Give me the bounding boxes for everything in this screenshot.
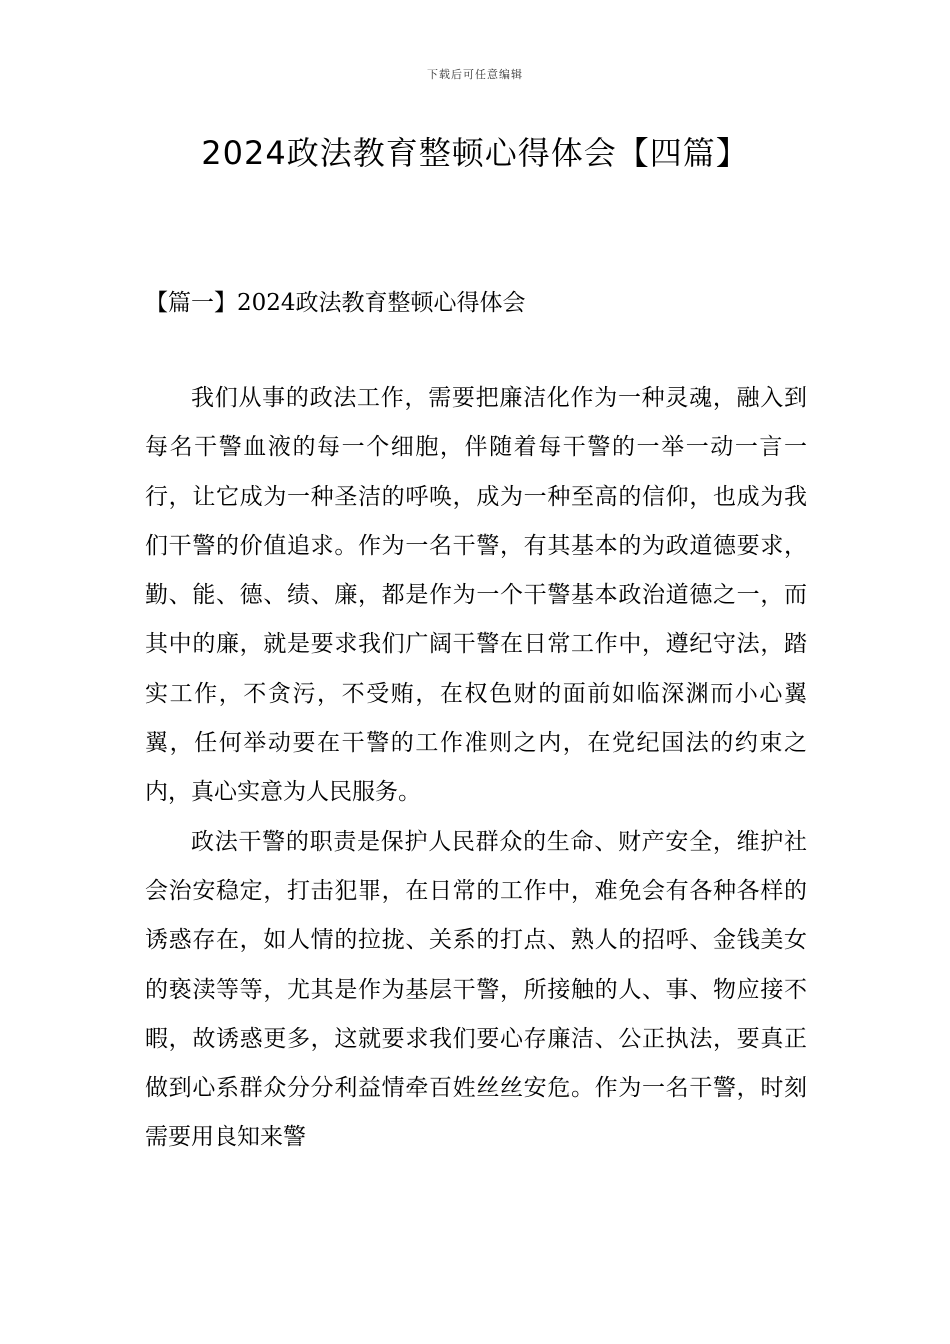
body-text (145, 374, 807, 1163)
paragraph-2: 政法干警的职责是保护人民群众的生命、财产安全，维护社会治安稳定，打击犯罪，在日常的工作中，难免会有各种各样的诱惑存在，如人情的拉拢、关系的打点、熟人的招呼、金钱美女的亵渎等等，尤其是作为基层干警，所接触的人、事、物应接不暇，故诱惑更多，这就要求我们要心存廉洁、公正执法，要真正做到心系群众分分利益情牵百姓丝丝安危。作为一名干警，时刻需要用良知来警 (145, 828, 807, 1151)
page-header-note: 下载后可任意编辑 (427, 68, 523, 81)
section-heading: 【篇一】2024政法教育整顿心得体会 (145, 290, 526, 316)
document-title: 2024政法教育整顿心得体会【四篇】 (201, 134, 749, 172)
paragraph-1: 我们从事的政法工作，需要把廉洁化作为一种灵魂，融入到每名干警血液的每一个细胞，伴随着每干警的一举一动一言一行，让它成为一种圣洁的呼唤，成为一种至高的信仰，也成为我们干警的价值追求。作为一名干警，有其基本的为政道德要求，勤、能、德、绩、廉，都是作为一个干警基本政治道德之一，而其中的廉，就是要求我们广阔干警在日常工作中，遵纪守法，踏实工作，不贪污，不受贿，在权色财的面前如临深渊而小心翼翼，任何举动要在干警的工作准则之内，在党纪国法的约束之内，真心实意为人民服务。 (145, 385, 807, 806)
